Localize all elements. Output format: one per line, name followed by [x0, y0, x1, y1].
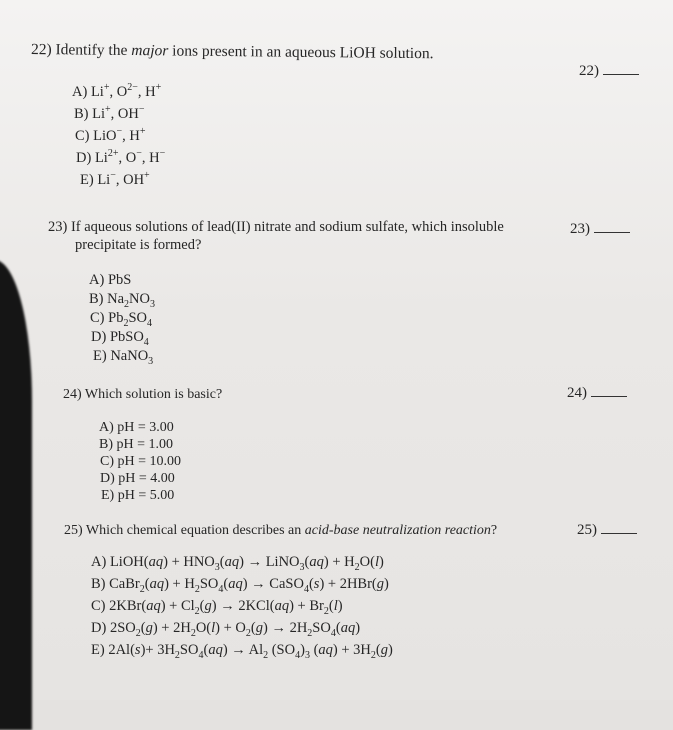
- option-22-a: A) Li+, $O^{2-}$, H+: [72, 82, 162, 100]
- option-24-e: E) pH = 5.00: [101, 488, 175, 503]
- answer-blank-23[interactable]: [570, 220, 630, 238]
- option-22-b: B) Li+, OH−: [74, 104, 145, 122]
- option-25-a: A) LiOH(aq) + $HNO_3(aq)$ → LiNO$_3$(aq) + $H_2O(l)$: [91, 554, 384, 573]
- option-22-e: E) Li−, OH+: [80, 170, 150, 188]
- question-25-text-before: Which chemical equation describes an: [85, 523, 305, 538]
- option-25-b: B) CaBr$_2$(aq) + $H_2SO_4(aq)$ → CaSO$_4$(s) + 2HBr(g): [91, 576, 389, 595]
- answer-line-22[interactable]: [603, 62, 639, 75]
- question-24-text: Which solution is basic?: [84, 387, 223, 402]
- question-24-number: 24): [63, 387, 82, 402]
- question-25-text-after: ?: [490, 523, 498, 538]
- option-24-c: C) pH = 10.00: [100, 454, 182, 469]
- question-23: [48, 219, 504, 254]
- option-23-a: A) PbS: [89, 272, 132, 288]
- question-25: [64, 522, 497, 539]
- option-25-d: D) $2SO_2(g) + 2H_2O(l) + O_2(g) \to 2H_2SO_4(aq)$: [91, 620, 361, 639]
- answer-blank-24-label: 24): [567, 385, 587, 401]
- answer-blank-22[interactable]: [579, 62, 639, 80]
- question-25-number: 25): [64, 523, 83, 538]
- question-22-text-before: Identify the: [55, 41, 132, 60]
- option-23-b: B) $Na_2NO_3$: [89, 291, 155, 310]
- question-23-line-1: If aqueous solutions of lead(II) nitrate and sodium sulfate, which insoluble: [70, 219, 504, 235]
- question-23-number: 23): [48, 219, 68, 235]
- question-25-emphasis: acid-base neutralization reaction: [304, 523, 491, 538]
- answer-line-25[interactable]: [601, 521, 637, 534]
- option-22-d: D) $Li^{2+}$, O−, H−: [76, 148, 166, 166]
- option-23-c: C) $Pb_2SO_4$: [90, 310, 152, 329]
- option-25-c: C) $2KBr(aq) + Cl_2(g) \to 2KCl(aq) + Br_2(l)$: [91, 598, 343, 617]
- answer-blank-25[interactable]: [577, 521, 637, 539]
- answer-line-24[interactable]: [591, 384, 627, 397]
- option-22-c: C) LiO−, H+: [75, 126, 146, 144]
- question-22-number: 22): [30, 41, 52, 59]
- answer-line-23[interactable]: [594, 220, 630, 233]
- answer-blank-22-label: 22): [579, 63, 599, 79]
- question-22-text-after: ions present in an aqueous LiOH solution.: [168, 42, 434, 63]
- option-24-d: D) pH = 4.00: [100, 471, 175, 486]
- answer-blank-23-label: 23): [570, 221, 590, 237]
- option-25-e: E) $2Al(s)+ 3H_2SO_4(aq) \to Al_2$ $(SO_4)_3$ $(aq) + 3H_2(g)$: [91, 642, 393, 661]
- answer-blank-24[interactable]: [567, 384, 627, 402]
- answer-blank-25-label: 25): [577, 522, 597, 538]
- question-23-line-2: precipitate is formed?: [75, 237, 202, 253]
- option-24-b: B) pH = 1.00: [99, 437, 174, 452]
- option-23-d: D) PbSO$_4$: [91, 329, 149, 348]
- option-24-a: A) pH = 3.00: [99, 420, 174, 435]
- question-24: [63, 386, 222, 403]
- option-23-e: E) NaNO$_3$: [93, 348, 154, 367]
- question-22-emphasis: major: [131, 42, 169, 60]
